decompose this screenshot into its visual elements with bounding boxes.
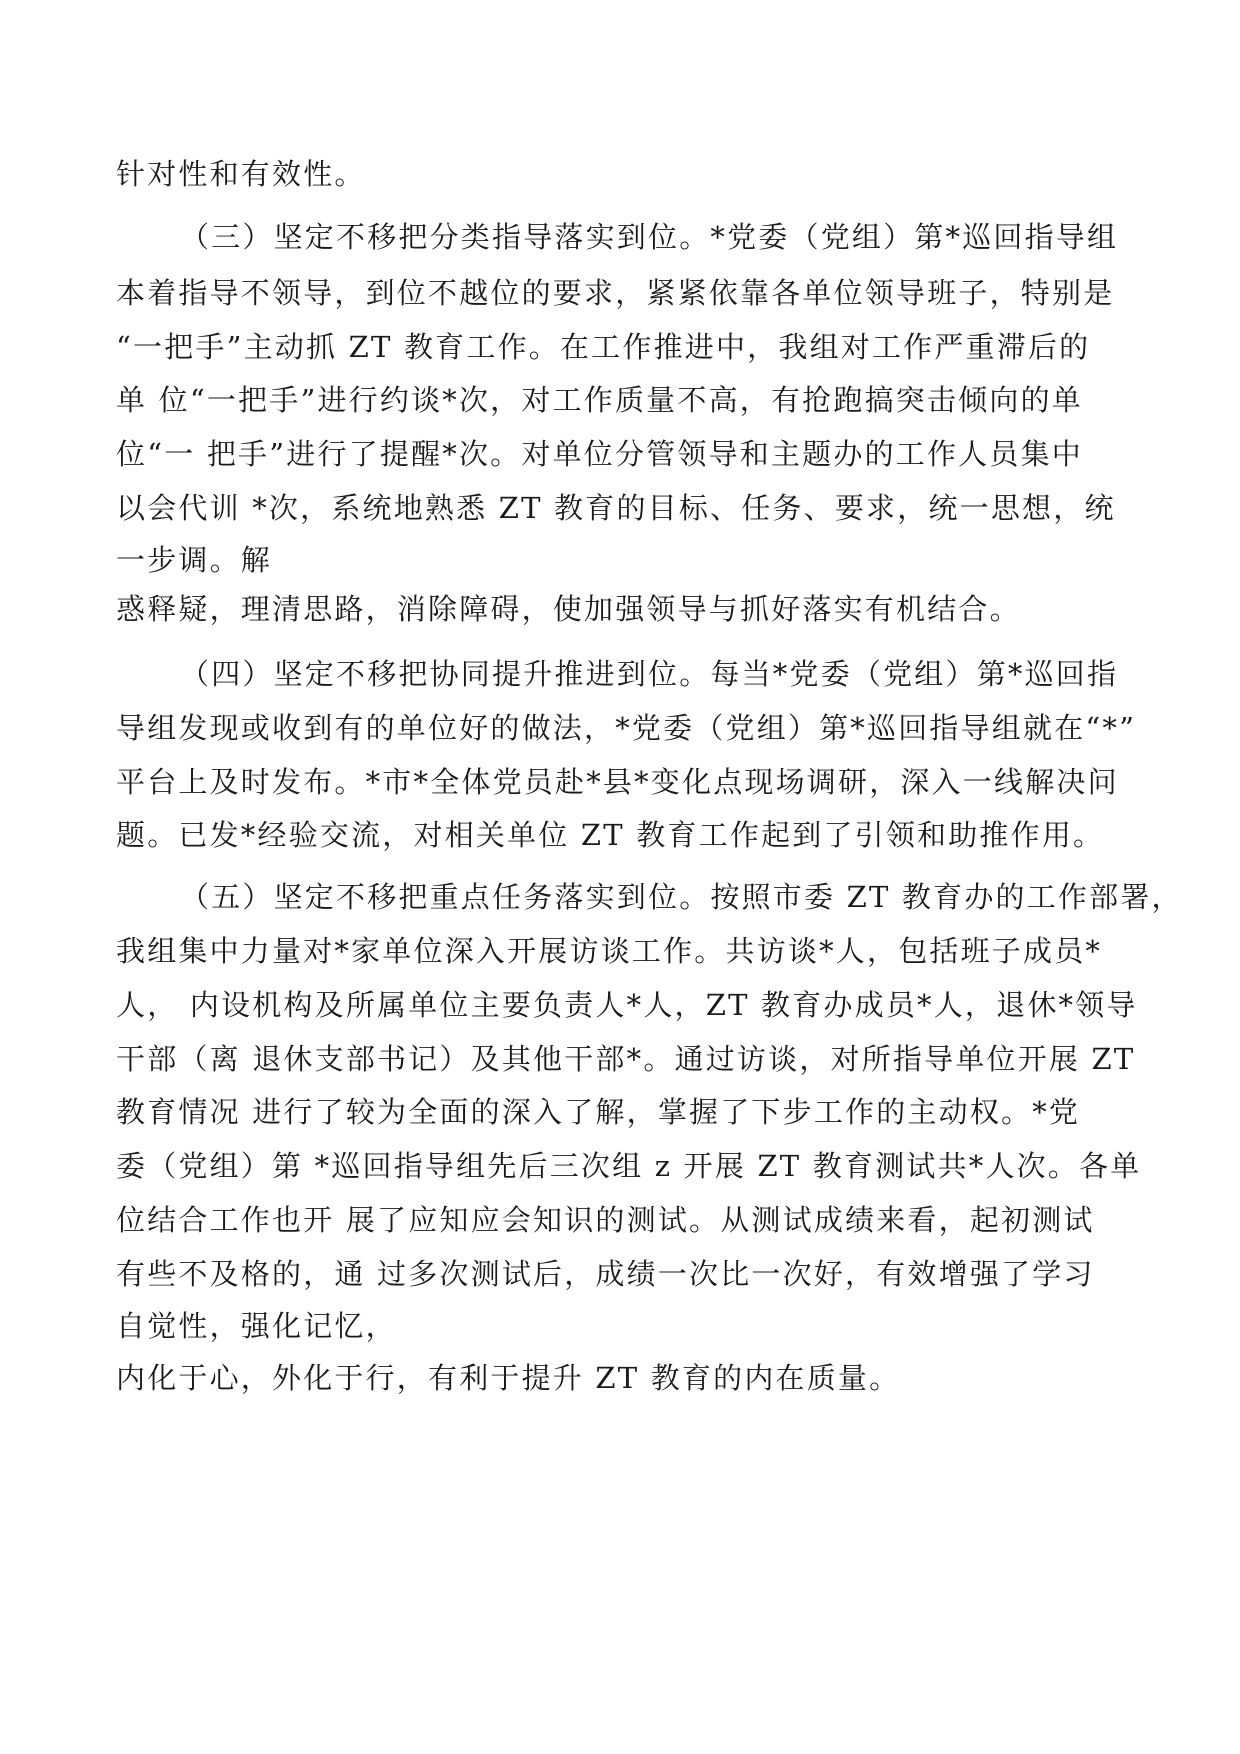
paragraph-line: 位“一 把手”进行了提醒*次。对单位分管领导和主题办的工作人员集中 (116, 437, 1083, 471)
paragraph-line: 本着指导不领导，到位不越位的要求，紧紧依靠各单位领导班子，特别是 (116, 276, 1115, 310)
paragraph-line: 导组发现或收到有的单位好的做法，*党委（党组）第*巡回指导组就在“*” (116, 711, 1137, 745)
paragraph-line: （五）坚定不移把重点任务落实到位。按照市委 ZT 教育办的工作部署， (180, 880, 1183, 914)
paragraph-line: 针对性和有效性。 (116, 157, 366, 191)
paragraph-line: （四）坚定不移把协同提升推进到位。每当*党委（党组）第*巡回指 (180, 657, 1119, 691)
paragraph-line: 人， 内设机构及所属单位主要负责人*人，ZT 教育办成员*人，退休*领导 (116, 988, 1138, 1022)
paragraph-line: 题。已发*经验交流，对相关单位 ZT 教育工作起到了引领和助推作用。 (116, 818, 1105, 852)
paragraph-line: 惑释疑，理清思路，消除障碍，使加强领导与抓好落实有机结合。 (116, 592, 1021, 626)
paragraph-line: 内化于心，外化于行，有利于提升 ZT 教育的内在质量。 (116, 1361, 901, 1395)
paragraph-line: “一把手”主动抓 ZT 教育工作。在工作推进中，我组对工作严重滞后的 (116, 330, 1091, 364)
paragraph-line: 自觉性，强化记忆， (116, 1309, 397, 1343)
paragraph-line: 干部（离 退休支部书记）及其他干部*。通过访谈，对所指导单位开展 ZT (116, 1042, 1136, 1076)
paragraph-line: 平台上及时发布。*市*全体党员赴*县*变化点现场调研，深入一线解决问 (116, 765, 1119, 799)
paragraph-line: 一步调。解 (116, 543, 273, 577)
paragraph-line: 我组集中力量对*家单位深入开展访谈工作。共访谈*人，包括班子成员* (116, 934, 1103, 968)
paragraph-line: 单 位“一把手”进行约谈*次，对工作质量不高，有抢跑搞突击倾向的单 (116, 383, 1083, 417)
paragraph-line: 教育情况 进行了较为全面的深入了解，掌握了下步工作的主动权。*党 (116, 1095, 1081, 1129)
paragraph-line: 以会代训 *次，系统地熟悉 ZT 教育的目标、任务、要求，统一思想，统 (116, 491, 1116, 525)
paragraph-line: 位结合工作也开 展了应知应会知识的测试。从测试成绩来看，起初测试 (116, 1203, 1095, 1237)
paragraph-line: 委（党组）第 *巡回指导组先后三次组 z 开展 ZT 教育测试共*人次。各单 (116, 1149, 1142, 1183)
paragraph-line: （三）坚定不移把分类指导落实到位。*党委（党组）第*巡回指导组 (180, 220, 1119, 254)
paragraph-line: 有些不及格的，通 过多次测试后，成绩一次比一次好，有效增强了学习 (116, 1257, 1095, 1291)
